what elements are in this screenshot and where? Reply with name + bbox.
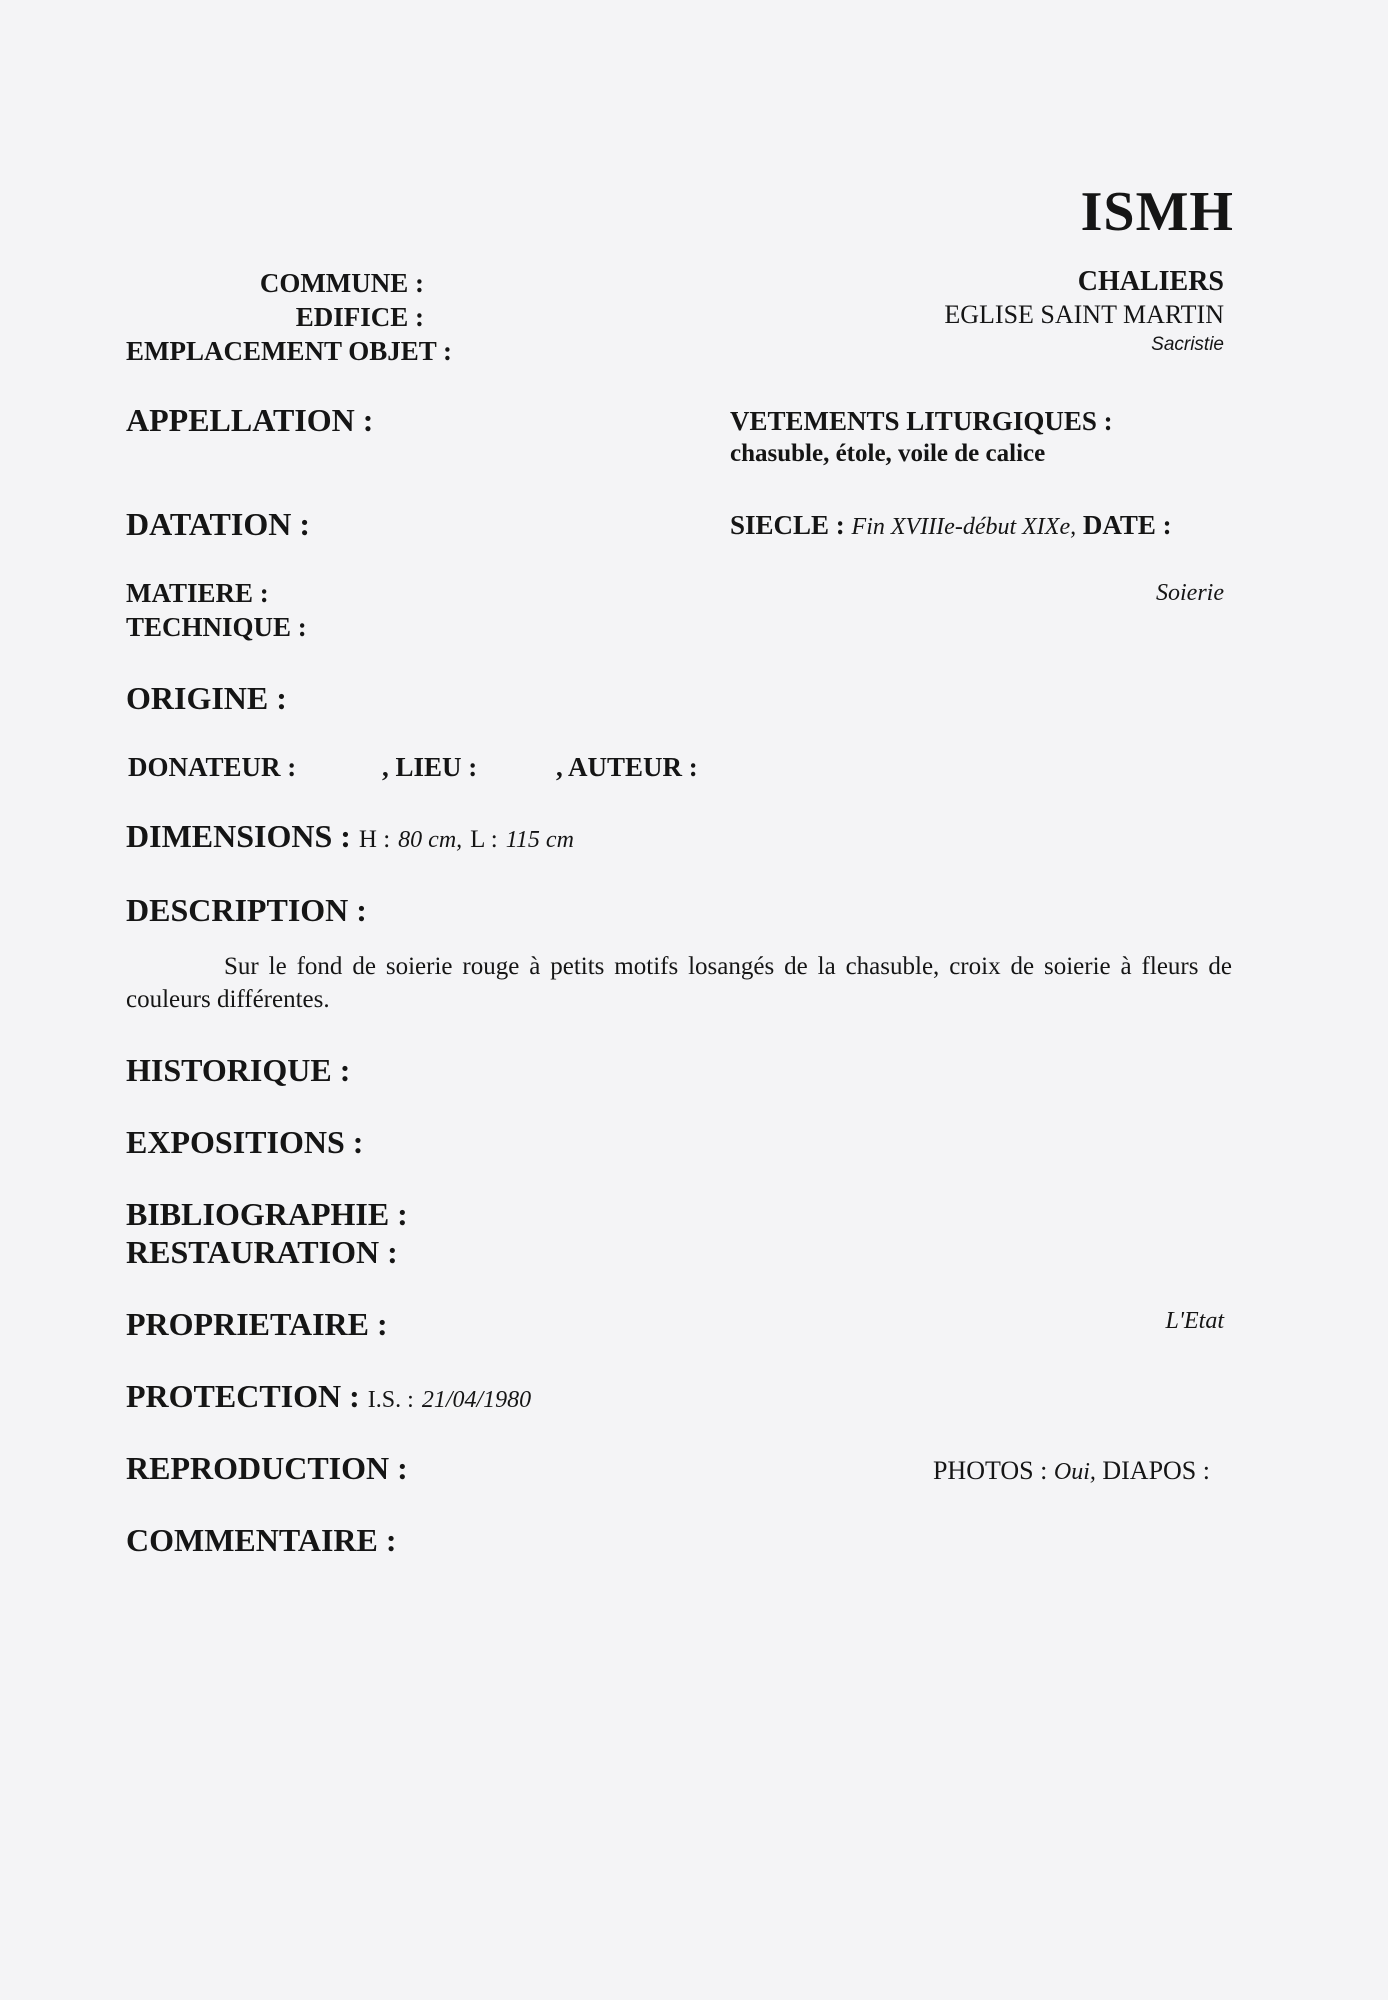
- historique-label: HISTORIQUE :: [126, 1052, 351, 1088]
- edifice-value: EGLISE SAINT MARTIN: [944, 300, 1224, 329]
- appellation-value-line1: VETEMENTS LITURGIQUES :: [730, 406, 1113, 436]
- photos-label: PHOTOS :: [932, 1456, 1048, 1485]
- dim-l-value: 115 cm: [505, 827, 574, 853]
- is-label: I.S. :: [367, 1387, 414, 1413]
- expositions-label: EXPOSITIONS :: [126, 1124, 364, 1160]
- proprietaire-value: L'Etat: [1165, 1308, 1224, 1334]
- emplacement-value: Sacristie: [1151, 334, 1224, 355]
- photos-line: [933, 1456, 1210, 1486]
- appellation-label: APPELLATION :: [126, 402, 374, 438]
- date-label: DATE :: [1082, 510, 1172, 540]
- is-value: 21/04/1980: [421, 1387, 532, 1413]
- technique-label: TECHNIQUE :: [126, 612, 307, 642]
- dimensions-line: [126, 818, 574, 855]
- protection-line: [126, 1378, 531, 1415]
- diapos-label: DIAPOS :: [1102, 1456, 1210, 1485]
- ismh-heading: ISMH: [1080, 181, 1234, 243]
- description-label: DESCRIPTION :: [126, 892, 367, 928]
- restauration-label: RESTAURATION :: [126, 1234, 398, 1270]
- proprietaire-label: PROPRIETAIRE :: [126, 1306, 388, 1342]
- photos-value: Oui,: [1053, 1459, 1096, 1485]
- description-text: Sur le fond de soierie rouge à petits motifs losangés de la chasuble, croix de soierie à fleurs de couleurs différentes.: [126, 953, 1232, 1013]
- lieu-label: , LIEU :: [382, 752, 478, 782]
- commentaire-label: COMMENTAIRE :: [126, 1522, 397, 1558]
- header-labels: [126, 266, 452, 368]
- siecle-line: [730, 510, 1172, 541]
- donateur-label: DONATEUR :: [128, 752, 297, 782]
- edifice-label: EDIFICE :: [295, 302, 425, 332]
- origine-label: ORIGINE :: [126, 680, 287, 716]
- dimensions-label: DIMENSIONS :: [126, 818, 351, 854]
- dim-l-label: L :: [470, 826, 498, 853]
- bibliographie-label: BIBLIOGRAPHIE :: [126, 1196, 408, 1232]
- appellation-value-line2: chasuble, étole, voile de calice: [730, 440, 1046, 467]
- matiere-label: MATIERE :: [126, 578, 269, 608]
- auteur-label: , AUTEUR :: [556, 752, 698, 782]
- commune-label: COMMUNE :: [259, 268, 425, 298]
- dim-h-label: H :: [358, 826, 391, 853]
- emplacement-label: EMPLACEMENT OBJET :: [126, 336, 453, 366]
- protection-label: PROTECTION :: [126, 1378, 360, 1414]
- dim-h-value: 80 cm,: [398, 827, 463, 853]
- matiere-value: Soierie: [1156, 580, 1224, 606]
- reproduction-label: REPRODUCTION :: [126, 1450, 408, 1486]
- siecle-value: Fin XVIIIe-début XIXe,: [851, 514, 1077, 540]
- siecle-label: SIECLE :: [730, 510, 845, 540]
- datation-label: DATATION :: [126, 506, 310, 542]
- commune-value: CHALIERS: [1077, 266, 1224, 297]
